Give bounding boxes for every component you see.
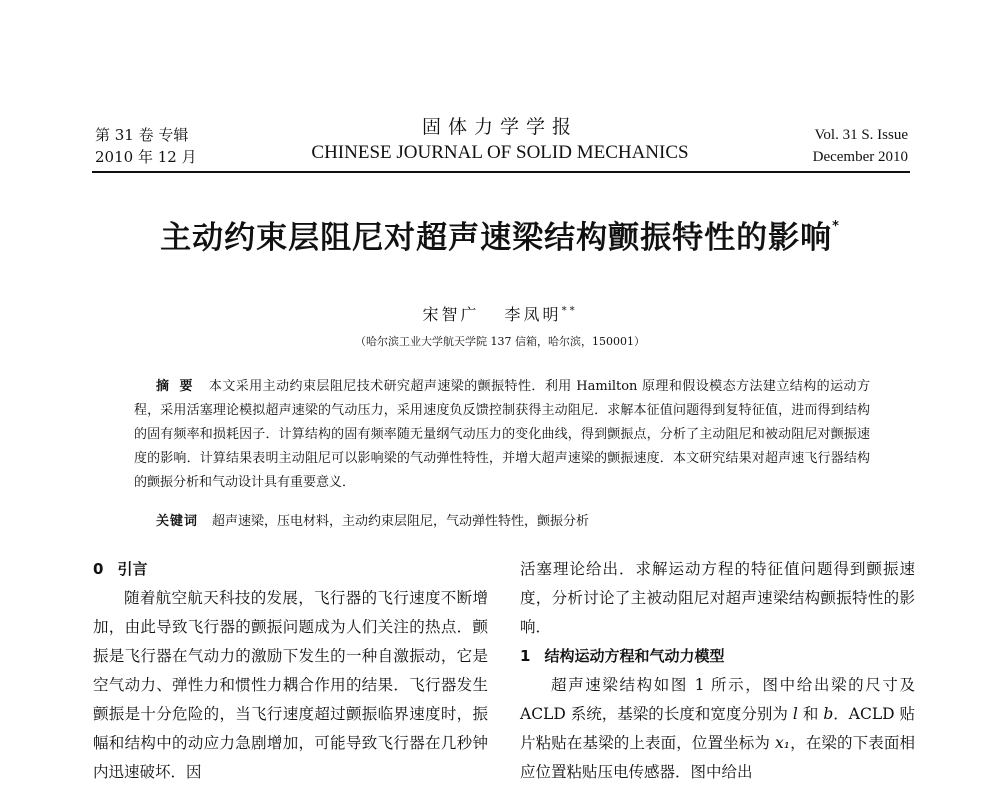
section-0-number: 0 [93, 560, 104, 578]
s1-text-c: ，在梁的下表面相应位置粘贴压电传感器．图中给出 [520, 734, 915, 781]
paper-title-text: 主动约束层阻尼对超声速梁结构颤振特性的影响 [160, 220, 833, 256]
var-l: l [792, 705, 798, 723]
section-0-title: 引言 [117, 560, 148, 578]
paper-title [60, 212, 940, 257]
affiliation: （哈尔滨工业大学航天学院 137 信箱，哈尔滨，150001） [355, 335, 645, 348]
s1-text-b: ．ACLD 贴片粘贴在基梁的上表面，位置坐标为 [520, 705, 915, 752]
left-column [93, 555, 488, 787]
keywords-label: 关键词 [156, 514, 199, 529]
var-x1: x₁ [775, 734, 790, 752]
header-volume-info-en [813, 124, 908, 168]
header-volume: 第 31 卷 专辑 [95, 126, 189, 144]
author-1: 宋智广 [422, 305, 480, 324]
section-1-number: 1 [520, 647, 531, 665]
author-2-name: 李凤明 [504, 305, 562, 324]
keywords [156, 510, 866, 529]
keywords-text: 超声速梁，压电材料，主动约束层阻尼，气动弹性特性，颤振分析 [212, 514, 590, 529]
section-1-heading [520, 642, 915, 671]
abstract-text: 本文采用主动约束层阻尼技术研究超声速梁的颤振特性．利用 Hamilton 原理和假设模态方法建立结构的运动方程，采用活塞理论模拟超声速梁的气动压力，采用速度负反馈控制获得主动阻尼．求解本征值问题得到复特征值，进而得到结构的固有频率和损耗因子．计算结构的固有频率随无量纲气动压力的变化曲线，得到颤振点，分析了主动阻尼和被动阻尼对颤振速度的影响．计算结果表明主动阻尼可以影响梁的气动弹性特性，并增大超声速梁的颤振速度．本文研究结果对超声速飞行器结构的颤振分析和气动设计具有重要意义． [134, 379, 870, 490]
author-2 [505, 305, 578, 324]
intro-paragraph: 随着航空航天科技的发展，飞行器的飞行速度不断增加，由此导致飞行器的颤振问题成为人们关注的热点．颤振是飞行器在气动力的激励下发生的一种自激振动，它是空气动力、弹性力和惯性力耦合作用的结果．飞行器发生颤振是十分危险的，当飞行速度超过颤振临界速度时，振幅和结构中的动应力急剧增加，可能导致飞行器在几秒钟内迅速破坏．因 [93, 589, 488, 781]
intro-continued: 活塞理论给出．求解运动方程的特征值问题得到颤振速度，分析讨论了主被动阻尼对超声速梁结构颤振特性的影响． [520, 560, 915, 636]
s1-text-a: 超声速梁结构如图 1 所示，图中给出梁的尺寸及 ACLD 系统，基梁的长度和宽度分别为 [520, 676, 915, 723]
header-date: 2010 年 12 月 [95, 148, 197, 166]
section-1-title: 结构运动方程和气动力模型 [544, 647, 725, 665]
abstract [134, 375, 870, 495]
s1-text-and: 和 [802, 705, 819, 723]
header-volume-en: Vol. 31 S. Issue [814, 127, 908, 143]
journal-name-cn: 固体力学学报 [421, 116, 578, 138]
abstract-label: 摘要 [156, 379, 203, 394]
title-footnote-mark: * [832, 219, 840, 234]
header-journal [270, 114, 730, 166]
header-volume-info [95, 124, 197, 168]
authors [0, 302, 1000, 325]
var-b: b [823, 705, 834, 723]
section-1-paragraph [520, 671, 915, 787]
right-column [520, 555, 915, 787]
author-2-mark: ** [561, 305, 578, 317]
header-date-en: December 2010 [812, 149, 908, 165]
section-0-heading [93, 555, 488, 584]
header-rule [92, 171, 910, 173]
journal-name-en: CHINESE JOURNAL OF SOLID MECHANICS [311, 142, 689, 163]
